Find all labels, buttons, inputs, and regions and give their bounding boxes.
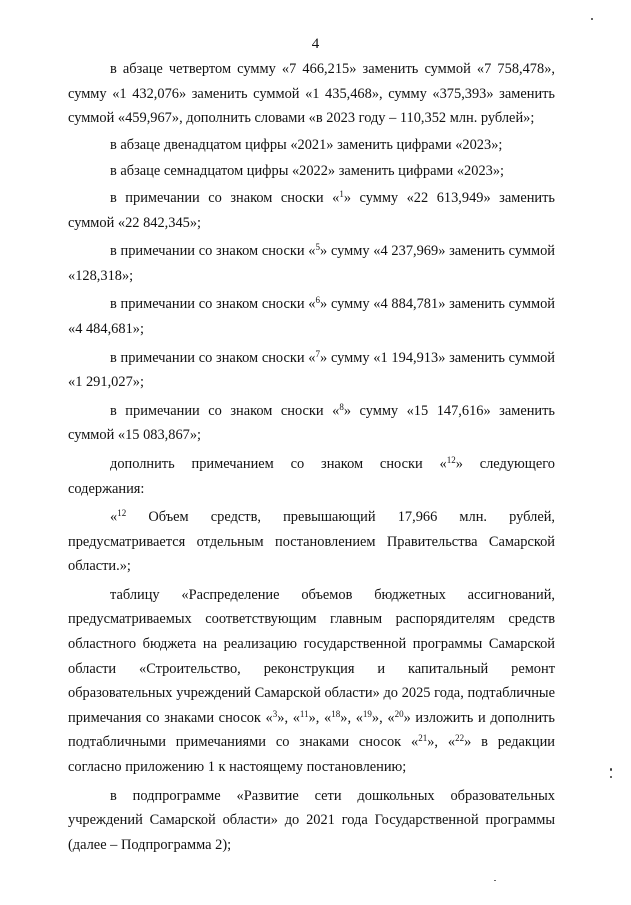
paragraph-5: в примечании со знаком сноски «$^5$» сумму «4 237,969» заменить суммой «128,318»; bbox=[68, 242, 555, 284]
paragraph-10: «$^{12}$ Объем средств, превышающий 17,966 млн. рублей, предусматривается отдельным постановлением Правительства Самарской области.»; bbox=[68, 508, 555, 575]
scan-speck bbox=[494, 880, 496, 881]
paragraph-8: в примечании со знаком сноски «$^8$» сумму «15 147,616» заменить суммой «15 083,867»; bbox=[68, 401, 555, 444]
document-body bbox=[68, 57, 555, 857]
footnote-mark: 19 bbox=[362, 708, 372, 719]
page-number: 4 bbox=[311, 36, 320, 52]
scan-speck bbox=[610, 768, 612, 771]
paragraph-7: в примечании со знаком сноски «$^7$» сумму «1 194,913» заменить суммой «1 291,027»; bbox=[68, 348, 555, 391]
footnote-mark: 20 bbox=[394, 708, 404, 719]
footnote-mark: 12 bbox=[117, 508, 127, 519]
footnote-mark: 1 bbox=[339, 188, 344, 199]
scan-speck bbox=[610, 776, 612, 778]
paragraph-3: в абзаце семнадцатом цифры «2022» заменить цифрами «2023»; bbox=[110, 163, 505, 180]
paragraph-11: таблицу «Распределение объемов бюджетных ассигнований, предусматриваемых соответствующим главным распорядителям средств областного бюджета на реализацию государственной программы Самарской области «Строительство, реконструкция и капитальный ремонт образовательных учреждений Самарской области» до 2025 года, подтабличные примечания со знаками сносок «$^3$», «$^{11}$», «$^{18}$», «$^{19}$», «$^{20}$» изложить и дополнить подтабличными примечаниями со знаками сносок «$^{21}$», «$^{22}$» в редакции согласно приложению 1 к настоящему постановлению; bbox=[68, 586, 555, 776]
footnote-mark: 3 bbox=[272, 708, 278, 719]
footnote-mark: 6 bbox=[315, 295, 321, 306]
paragraph-6: в примечании со знаком сноски «$^6$» сумму «4 884,781» заменить суммой «4 484,681»; bbox=[68, 295, 555, 337]
footnote-mark: 8 bbox=[339, 401, 344, 412]
paragraph-2: в абзаце двенадцатом цифры «2021» заменить цифрами «2023»; bbox=[110, 136, 503, 153]
paragraph-1: в абзаце четвертом сумму «7 466,215» заменить суммой «7 758,478», сумму «1 432,076» заменить суммой «1 435,468», сумму «375,393» заменить суммой «459,967», дополнить словами «в 2023 году – 110,352 млн. рублей»; bbox=[68, 61, 555, 127]
scan-speck bbox=[591, 18, 593, 20]
paragraph-9: дополнить примечанием со знаком сноски «$^{12}$» следующего содержания: bbox=[68, 454, 555, 497]
footnote-mark: 21 bbox=[418, 733, 428, 744]
footnote-mark: 18 bbox=[331, 708, 341, 719]
footnote-mark: 11 bbox=[299, 708, 309, 719]
footnote-mark: 7 bbox=[315, 348, 321, 359]
footnote-mark: 22 bbox=[455, 733, 465, 744]
footnote-mark: 12 bbox=[446, 454, 456, 465]
paragraph-4: в примечании со знаком сноски «$^1$» сумму «22 613,949» заменить суммой «22 842,345»; bbox=[68, 188, 555, 231]
paragraph-12: в подпрограмме «Развитие сети дошкольных образовательных учреждений Самарской области» до 2021 года Государственной программы (далее – Подпрограмма 2); bbox=[68, 787, 555, 853]
footnote-mark: 5 bbox=[315, 242, 321, 253]
